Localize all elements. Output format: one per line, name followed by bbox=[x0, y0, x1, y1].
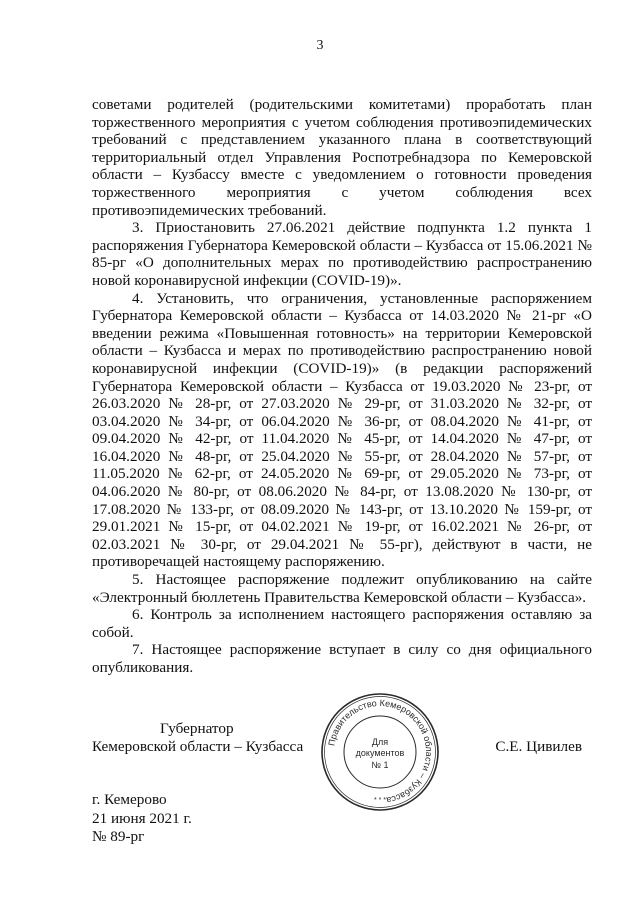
paragraph-item-4: 4. Установить, что ограничения, установленные распоряжением Губернатора Кемеровской области – Кузбасса от 14.03.2020 № 21-рг «О введении режима «Повышенная готовность» на территории Кемеровской области – Кузбасса и мерах по противодействию распространению новой коронавирусной инфекции (COVID-19)» (в редакции распоряжений Губернатора Кемеровской области – Кузбасса от 19.03.2020 № 23-рг, от 26.03.2020 № 28-рг, от 27.03.2020 № 29-рг, от 31.03.2020 № 32-рг, от 03.04.2020 № 34-рг, от 06.04.2020 № 36-рг, от 08.04.2020 № 41-рг, от 09.04.2020 № 42-рг, от 11.04.2020 № 45-рг, от 14.04.2020 № 47-рг, от 16.04.2020 № 48-рг, от 25.04.2020 № 55-рг, от 28.04.2020 № 57-рг, от 11.05.2020 № 62-рг, от 24.05.2020 № 69-рг, от 29.05.2020 № 73-рг, от 04.06.2020 № 80-рг, от 08.06.2020 № 84-рг, от 13.08.2020 № 130-рг, от 17.08.2020 № 133-рг, от 08.09.2020 № 143-рг, от 13.10.2020 № 159-рг, от 29.01.2021 № 15-рг, от 04.02.2021 № 19-рг, от 16.02.2021 № 26-рг, от 02.03.2021 № 30-рг, от 29.04.2021 № 55-рг), действуют в части, не противоречащей настоящему распоряжению. bbox=[92, 289, 592, 571]
stamp-ring-text: Правительство Кемеровской области – Кузбасса bbox=[326, 697, 435, 806]
official-stamp bbox=[318, 690, 442, 814]
stamp-center-line-2: документов bbox=[355, 748, 405, 758]
document-body bbox=[92, 96, 592, 677]
paragraph-continuation: советами родителей (родительскими комитетами) проработать план торжественного мероприятия с учетом соблюдения противоэпидемических требований с представлением указанного плана в соответствующий территориальный отдел Управления Роспотребнадзора по Кемеровской области – Кузбассу вместе с уведомлением о готовности проведения торжественного мероприятия с учетом соблюдения всех противоэпидемических требований. bbox=[92, 96, 592, 219]
stamp-stars: * * * bbox=[373, 797, 387, 804]
stamp-center-line-3: № 1 bbox=[371, 760, 389, 770]
page-number: 3 bbox=[316, 38, 324, 53]
document-footer bbox=[92, 791, 192, 847]
paragraph-item-7: 7. Настоящее распоряжение вступает в силу со дня официального опубликования. bbox=[92, 641, 592, 676]
issue-date: 21 июня 2021 г. bbox=[92, 809, 192, 827]
stamp-center-line-1: Для bbox=[371, 737, 389, 747]
document-number: № 89-рг bbox=[92, 828, 145, 845]
signatory-title: Губернатор bbox=[160, 720, 234, 737]
paragraph-item-6: 6. Контроль за исполнением настоящего распоряжения оставляю за собой. bbox=[92, 606, 592, 641]
issue-city: г. Кемерово bbox=[92, 791, 167, 808]
signatory-region: Кемеровской области – Кузбасса bbox=[92, 738, 304, 755]
signatory-name: С.Е. Цивилев bbox=[495, 738, 582, 755]
paragraph-item-3: 3. Приостановить 27.06.2021 действие подпункта 1.2 пункта 1 распоряжения Губернатора Кемеровской области – Кузбасса от 15.06.2021 № 85-рг «О дополнительных мерах по противодействию распространению новой коронавирусной инфекции (COVID-19)». bbox=[92, 219, 592, 289]
paragraph-item-5: 5. Настоящее распоряжение подлежит опубликованию на сайте «Электронный бюллетень Правительства Кемеровской области – Кузбасса». bbox=[92, 571, 592, 606]
